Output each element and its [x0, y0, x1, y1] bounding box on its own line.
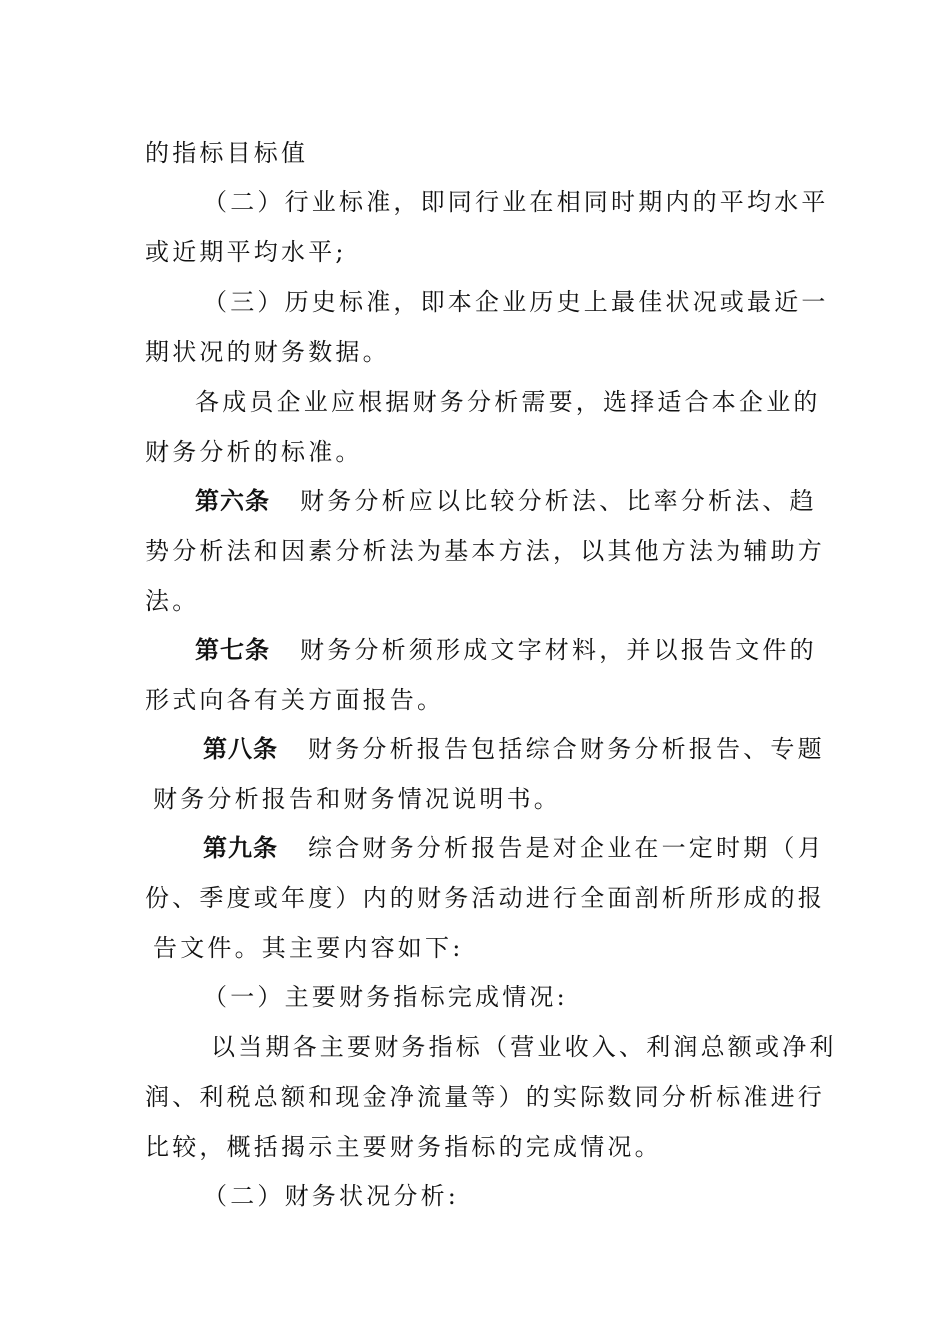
text-line: 比较，概括揭示主要财务指标的完成情况。	[145, 1133, 662, 1161]
text-line: （三）历史标准，即本企业历史上最佳状况或最近一	[203, 288, 829, 316]
article-heading: 第九条	[203, 834, 278, 862]
paragraph-indicator-comparison	[145, 1022, 837, 1172]
text-line: 或近期平均水平;	[145, 238, 347, 266]
paragraph-member-enterprises	[145, 377, 821, 477]
text-line: 财务分析报告和财务情况说明书。	[153, 785, 561, 813]
text-line: 综合财务分析报告是对企业在一定时期（月	[308, 834, 825, 862]
article-7	[145, 625, 817, 725]
article-8	[145, 724, 825, 824]
text-line: 各成员企业应根据财务分析需要，选择适合本企业的	[195, 388, 821, 416]
article-6	[145, 476, 825, 626]
article-heading: 第七条	[195, 636, 270, 664]
text-line: 法。	[145, 587, 200, 615]
text-line: 以当期各主要财务指标（营业收入、利润总额或净利	[211, 1033, 837, 1061]
text-line: 财务分析须形成文字材料，并以报告文件的	[300, 636, 817, 664]
text-line: 财务分析的标准。	[145, 438, 363, 466]
text-line: 势分析法和因素分析法为基本方法，以其他方法为辅助方	[145, 537, 825, 565]
text-line: （一）主要财务指标完成情况:	[203, 983, 568, 1011]
paragraph-financial-status	[145, 1171, 805, 1221]
text-line: 期状况的财务数据。	[145, 338, 390, 366]
paragraph-1	[145, 128, 805, 178]
paragraph-industry-standard	[145, 177, 829, 277]
text-line: （二）财务状况分析:	[203, 1182, 460, 1210]
text-line: 形式向各有关方面报告。	[145, 686, 445, 714]
text-line: 润、利税总额和现金净流量等）的实际数同分析标准进行	[145, 1083, 825, 1111]
text-line: 份、季度或年度）内的财务活动进行全面剖析所形成的报	[145, 884, 825, 912]
text-line: 告文件。其主要内容如下:	[153, 934, 464, 962]
paragraph-main-indicators	[145, 972, 805, 1022]
article-9	[145, 823, 825, 973]
text-line: 财务分析报告包括综合财务分析报告、专题	[308, 735, 825, 763]
text-line: 财务分析应以比较分析法、比率分析法、趋	[300, 487, 817, 515]
text-line: （二）行业标准，即同行业在相同时期内的平均水平	[203, 188, 829, 216]
paragraph-history-standard	[145, 277, 829, 377]
article-heading: 第六条	[195, 487, 270, 515]
article-heading: 第八条	[203, 735, 278, 763]
text-line: 的指标目标值	[145, 139, 309, 167]
